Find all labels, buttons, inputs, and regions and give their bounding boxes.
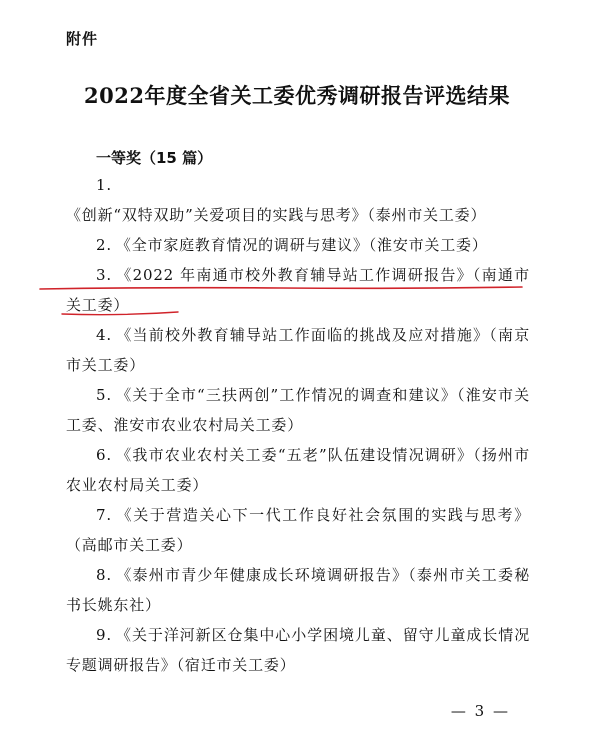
attachment-label: 附件 xyxy=(66,30,99,48)
item-text: 《关于洋河新区仓集中心小学困境儿童、留守儿童成长情况专题调研报告》（宿迁市关工委） xyxy=(66,626,530,674)
list-item xyxy=(66,620,530,680)
item-text: 《当前校外教育辅导站工作面临的挑战及应对措施》（南京市关工委） xyxy=(66,326,530,374)
item-text: 《关于全市“三扶两创”工作情况的调查和建议》（淮安市关工委、淮安市农业农村局关工委） xyxy=(66,386,530,434)
list-item xyxy=(66,500,530,560)
item-text: 《关于营造关心下一代工作良好社会氛围的实践与思考》（高邮市关工委） xyxy=(66,506,530,554)
item-number: 3. xyxy=(96,266,112,284)
item-number: 8. xyxy=(96,566,112,584)
item-text: 《全市家庭教育情况的调研与建议》（淮安市关工委） xyxy=(115,236,488,254)
item-number: 9. xyxy=(96,626,112,644)
item-text: 《我市农业农村关工委“五老”队伍建设情况调研》（扬州市农业农村局关工委） xyxy=(66,446,530,494)
list-item xyxy=(66,560,530,620)
item-number: 7. xyxy=(96,506,112,524)
list-item-highlighted xyxy=(66,260,530,320)
item-number: 6. xyxy=(96,446,112,464)
item-text: 《创新“双特双助”关爱项目的实践与思考》（泰州市关工委） xyxy=(66,206,487,224)
page-number: — 3 — xyxy=(450,702,510,720)
item-number: 2. xyxy=(96,236,112,254)
item-number: 1. xyxy=(96,176,112,194)
page-title: 2022年度全省关工委优秀调研报告评选结果 xyxy=(84,83,510,108)
list-item xyxy=(66,230,530,260)
item-number: 5. xyxy=(96,386,112,404)
section-heading-first-prize: 一等奖（15 篇） xyxy=(96,149,213,167)
list-item xyxy=(66,380,530,440)
item-text: 《2022 年南通市校外教育辅导站工作调研报告》（南通市关工委） xyxy=(66,266,530,314)
list-item xyxy=(66,170,530,230)
list-item xyxy=(66,320,530,380)
award-list xyxy=(66,170,530,680)
list-item xyxy=(66,440,530,500)
item-text: 《泰州市青少年健康成长环境调研报告》（泰州市关工委秘书长姚东社） xyxy=(66,566,530,614)
item-number: 4. xyxy=(96,326,112,344)
